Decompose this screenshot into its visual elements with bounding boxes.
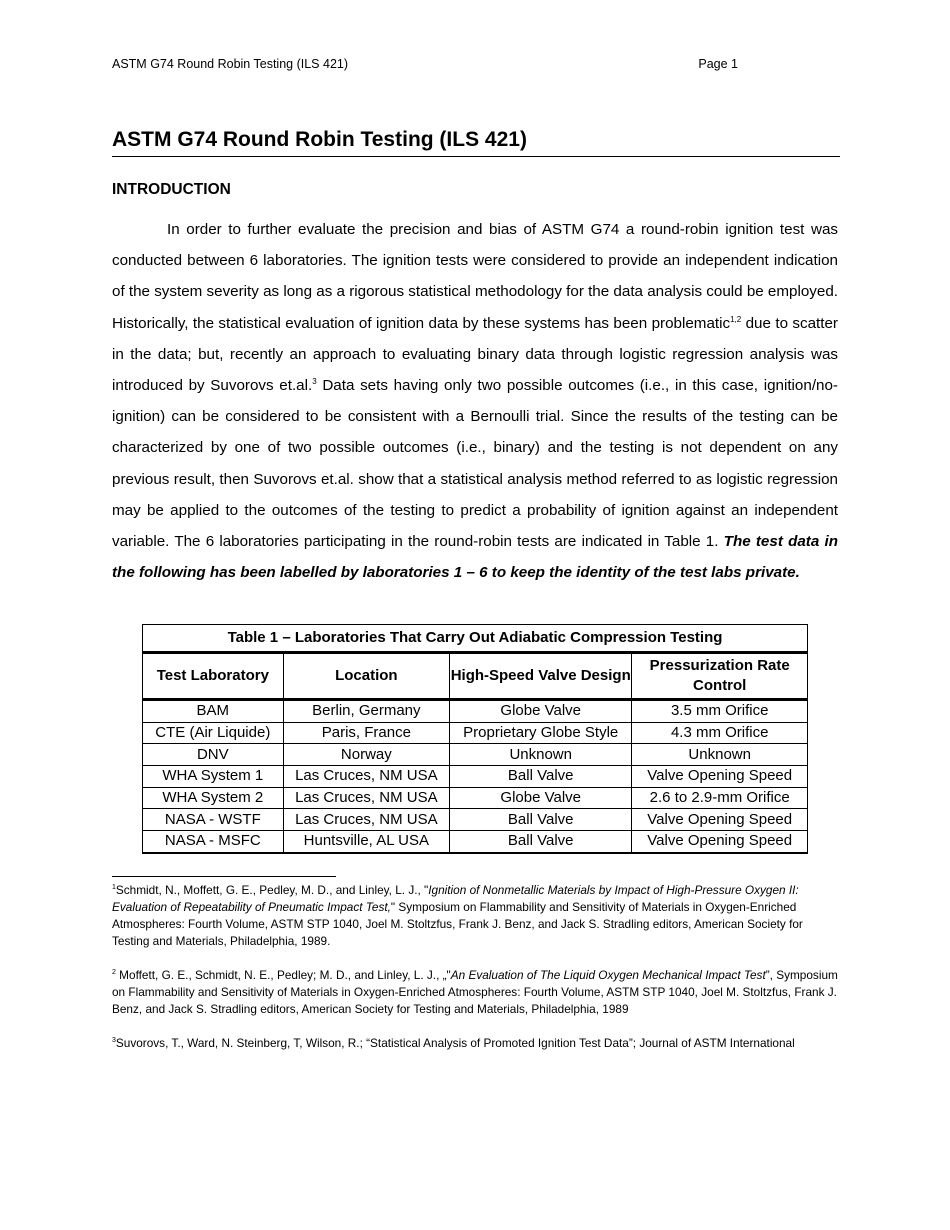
table-row	[143, 787, 808, 809]
cell-rate-control: 3.5 mm Orifice	[632, 700, 808, 723]
running-header	[112, 57, 840, 71]
footnote-3	[112, 1035, 840, 1052]
footnote-ref-3[interactable]: 3	[312, 376, 317, 386]
cell-rate-control: Valve Opening Speed	[632, 831, 808, 853]
cell-laboratory: WHA System 2	[143, 787, 284, 809]
cell-valve-design: Globe Valve	[450, 787, 632, 809]
footnote-marker: 3	[112, 1037, 116, 1045]
cell-valve-design: Globe Valve	[450, 700, 632, 723]
cell-laboratory: NASA - MSFC	[143, 831, 284, 853]
footnote-1	[112, 882, 840, 950]
footnote-marker: 1	[112, 884, 116, 892]
footnote-text: Schmidt, N., Moffett, G. E., Pedley, M. D., and Linley, L. J., "	[115, 883, 429, 897]
header-location: Location	[283, 653, 449, 700]
table-row	[143, 722, 808, 744]
paragraph-text-1: In order to further evaluate the precision and bias of ASTM G74 a round-robin ignition test was conducted between 6 laboratories. The ignition tests were considered to provide an independent indication of the system severity as long as a rigorous statistical methodology for the data analysis could be employed. Historically, the statistical evaluation of ignition data by these systems has been problematic	[112, 221, 839, 332]
running-title: ASTM G74 Round Robin Testing (ILS 421)	[112, 57, 349, 71]
cell-location: Las Cruces, NM USA	[283, 809, 449, 831]
cell-laboratory: CTE (Air Liquide)	[143, 722, 284, 744]
cell-laboratory: WHA System 1	[143, 766, 284, 788]
footnote-text: Suvorovs, T., Ward, N. Steinberg, T, Wilson, R.; “Statistical Analysis of Promoted Ignition Test Data”; Journal of ASTM International	[115, 1036, 795, 1050]
cell-laboratory: NASA - WSTF	[143, 809, 284, 831]
footnote-text: " Symposium on Flammability and Sensitivity of Materials in Oxygen-Enriched Atmospheres: Fourth Volume, ASTM STP 1040, Joel M. Stoltzfus, Frank J. Benz, and Jack S. Stradling editors, American Society for Testing and Materials, Philadelphia, 1989.	[112, 900, 803, 948]
paragraph-emphasis: The test data in the following has been labelled by laboratories 1 – 6 to keep the identity of the test labs private.	[112, 533, 838, 582]
cell-rate-control: Valve Opening Speed	[632, 809, 808, 831]
table-caption: Table 1 – Laboratories That Carry Out Adiabatic Compression Testing	[142, 624, 808, 651]
header-test-laboratory: Test Laboratory	[143, 653, 284, 700]
cell-rate-control: Valve Opening Speed	[632, 766, 808, 788]
paragraph-text-2: due to scatter in the data; but, recently an approach to evaluating binary data through logistic regression analysis was introduced by Suvorovs et.al.	[112, 314, 838, 395]
header-pressurization-control: Pressurization Rate Control	[632, 653, 808, 700]
footnote-separator	[112, 876, 336, 877]
cell-location: Norway	[283, 744, 449, 766]
laboratories-table-container	[142, 624, 808, 854]
laboratories-table	[142, 624, 808, 854]
introduction-paragraph	[112, 214, 838, 588]
cell-location: Paris, France	[283, 722, 449, 744]
footnote-text: Moffett, G. E., Schmidt, N. E., Pedley; M. D., and Linley, L. J., „"	[115, 968, 451, 982]
footnote-title: An Evaluation of The Liquid Oxygen Mechanical Impact Test	[450, 968, 766, 982]
cell-valve-design: Ball Valve	[450, 831, 632, 853]
footnotes	[112, 882, 840, 1069]
table-row	[143, 766, 808, 788]
cell-valve-design: Ball Valve	[450, 809, 632, 831]
paragraph-text-3: Data sets having only two possible outcomes (i.e., in this case, ignition/no-ignition) can be considered to be consistent with a Bernoulli trial. Since the results of the testing can be characterized by one of two possible outcomes (i.e., binary) and the testing is not dependent on any previous result, then Suvorovs et.al. show that a statistical analysis method referred to as logistic regression may be applied to the outcomes of the testing to predict a probability of ignition against an independent variable. The 6 laboratories participating in the round-robin tests are indicated in Table 1.	[112, 377, 838, 551]
table-row	[143, 809, 808, 831]
table-row	[143, 700, 808, 723]
footnote-ref-1-2[interactable]: 1,2	[730, 314, 742, 324]
cell-location: Las Cruces, NM USA	[283, 766, 449, 788]
cell-laboratory: DNV	[143, 744, 284, 766]
cell-rate-control: 2.6 to 2.9-mm Orifice	[632, 787, 808, 809]
document-title: ASTM G74 Round Robin Testing (ILS 421)	[112, 128, 840, 157]
cell-valve-design: Unknown	[450, 744, 632, 766]
cell-rate-control: 4.3 mm Orifice	[632, 722, 808, 744]
cell-rate-control: Unknown	[632, 744, 808, 766]
header-valve-design: High-Speed Valve Design	[450, 653, 632, 700]
cell-laboratory: BAM	[143, 700, 284, 723]
cell-location: Berlin, Germany	[283, 700, 449, 723]
footnote-marker: 2	[112, 969, 116, 977]
section-heading-introduction: INTRODUCTION	[112, 181, 231, 198]
table-header-row	[143, 653, 808, 700]
table-row	[143, 831, 808, 853]
cell-valve-design: Proprietary Globe Style	[450, 722, 632, 744]
footnote-text: ”, Symposium on Flammability and Sensitivity of Materials in Oxygen-Enriched Atmospheres: Fourth Volume, ASTM STP 1040, Joel M. Stoltzfus, Frank J. Benz, and Jack S. Stradling editors, American Society for Testing and Materials, Philadelphia, 1989	[112, 968, 838, 1016]
footnote-title: Ignition of Nonmetallic Materials by Impact of High-Pressure Oxygen II: Evaluation of Repeatability of Pneumatic Impact Test,	[112, 883, 799, 914]
page-number: Page 1	[698, 57, 738, 71]
cell-location: Las Cruces, NM USA	[283, 787, 449, 809]
cell-valve-design: Ball Valve	[450, 766, 632, 788]
table-row	[143, 744, 808, 766]
cell-location: Huntsville, AL USA	[283, 831, 449, 853]
footnote-2	[112, 967, 840, 1018]
